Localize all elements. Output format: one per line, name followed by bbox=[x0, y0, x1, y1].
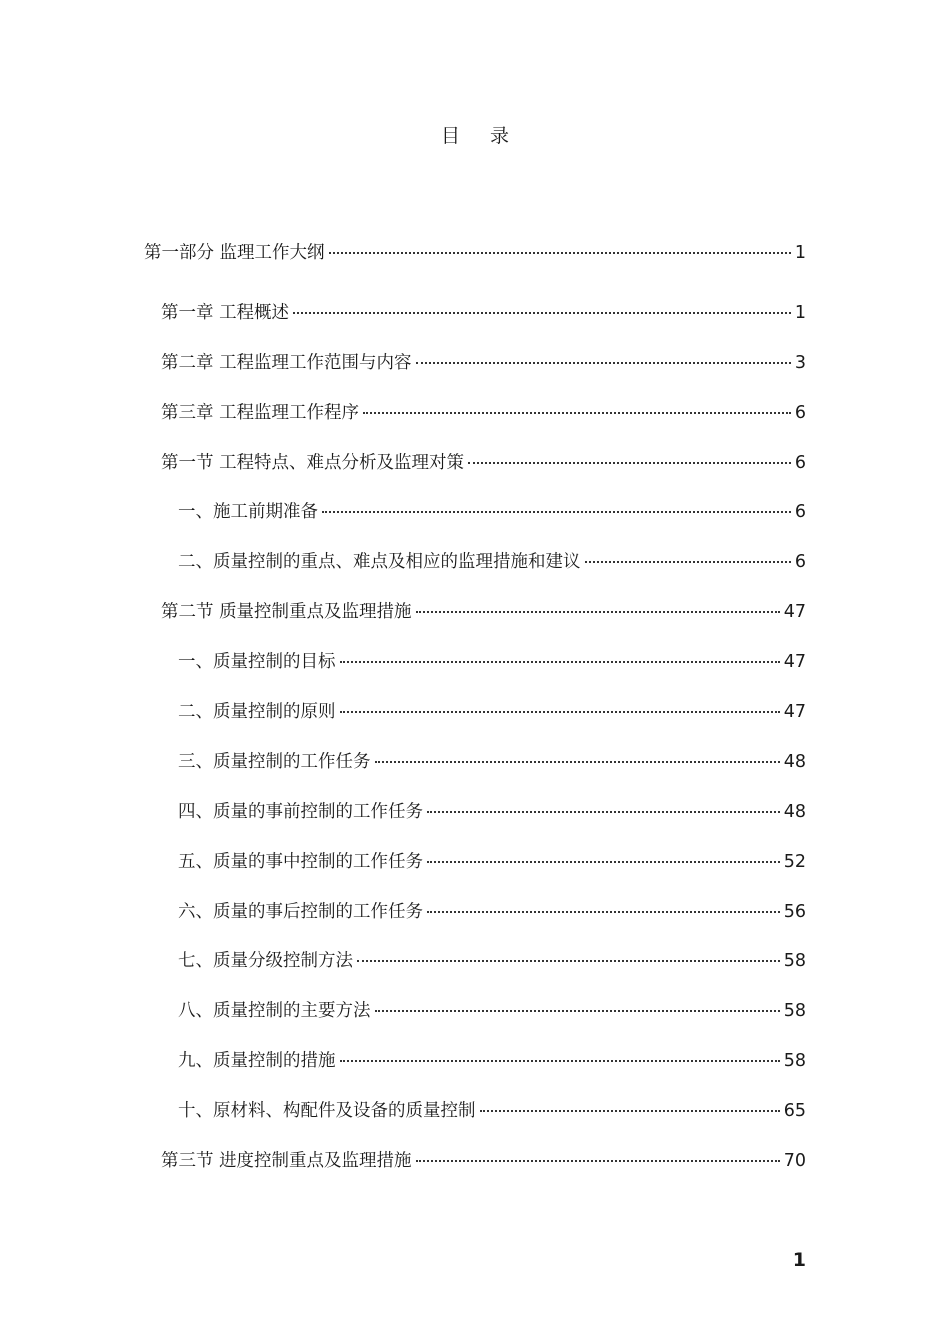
toc-list bbox=[144, 238, 806, 1196]
toc-dot-leader bbox=[293, 311, 791, 314]
toc-dot-leader bbox=[375, 760, 780, 763]
toc-dot-leader bbox=[416, 361, 791, 364]
toc-entry-text: 二、质量控制的重点、难点及相应的监理措施和建议 bbox=[178, 552, 581, 573]
toc-entry-text: 第一章 工程概述 bbox=[161, 302, 290, 323]
toc-entry[interactable] bbox=[144, 348, 806, 398]
toc-entry[interactable] bbox=[144, 497, 806, 547]
toc-dot-leader bbox=[427, 910, 780, 913]
toc-entry-page: 52 bbox=[783, 851, 806, 872]
toc-dot-leader bbox=[480, 1109, 780, 1112]
toc-entry-page: 6 bbox=[794, 402, 806, 423]
toc-entry-text: 一、质量控制的目标 bbox=[178, 652, 336, 673]
toc-dot-leader bbox=[322, 510, 791, 513]
toc-entry-page: 6 bbox=[794, 452, 806, 473]
toc-entry-text: 十、原材料、构配件及设备的质量控制 bbox=[178, 1101, 476, 1122]
toc-entry-text: 六、质量的事后控制的工作任务 bbox=[178, 901, 423, 922]
toc-entry[interactable] bbox=[144, 298, 806, 348]
toc-dot-leader bbox=[329, 251, 791, 254]
toc-entry-page: 47 bbox=[783, 602, 806, 623]
toc-entry-text: 八、质量控制的主要方法 bbox=[178, 1001, 371, 1022]
toc-entry-text: 四、质量的事前控制的工作任务 bbox=[178, 801, 423, 822]
toc-entry-page: 58 bbox=[783, 1001, 806, 1022]
page-number: 1 bbox=[792, 1249, 806, 1271]
toc-dot-leader bbox=[340, 1059, 780, 1062]
toc-entry-page: 1 bbox=[794, 302, 806, 323]
toc-entry[interactable] bbox=[144, 647, 806, 697]
toc-entry[interactable] bbox=[144, 398, 806, 448]
toc-entry-page: 1 bbox=[794, 243, 806, 263]
toc-entry[interactable] bbox=[144, 1096, 806, 1146]
toc-entry-page: 6 bbox=[794, 552, 806, 573]
toc-entry[interactable] bbox=[144, 1046, 806, 1096]
toc-entry-text: 五、质量的事中控制的工作任务 bbox=[178, 851, 423, 872]
toc-entry[interactable] bbox=[144, 448, 806, 498]
toc-dot-leader bbox=[357, 959, 780, 962]
toc-entry[interactable] bbox=[144, 747, 806, 797]
toc-entry-page: 58 bbox=[783, 951, 806, 972]
toc-entry[interactable] bbox=[144, 597, 806, 647]
toc-dot-leader bbox=[340, 660, 780, 663]
toc-entry-page: 58 bbox=[783, 1051, 806, 1072]
toc-entry[interactable] bbox=[144, 847, 806, 897]
toc-entry-page: 56 bbox=[783, 901, 806, 922]
toc-entry-page: 48 bbox=[783, 751, 806, 772]
toc-entry-page: 6 bbox=[794, 502, 806, 523]
toc-entry-page: 3 bbox=[794, 352, 806, 373]
toc-entry[interactable] bbox=[144, 1146, 806, 1196]
toc-dot-leader bbox=[427, 860, 780, 863]
toc-entry[interactable] bbox=[144, 897, 806, 947]
toc-title: 目 录 bbox=[440, 125, 522, 147]
toc-entry-page: 65 bbox=[783, 1101, 806, 1122]
toc-entry-text: 七、质量分级控制方法 bbox=[178, 951, 353, 972]
toc-entry-text: 一、施工前期准备 bbox=[178, 502, 318, 523]
toc-dot-leader bbox=[340, 710, 780, 713]
toc-entry-page: 47 bbox=[783, 702, 806, 723]
toc-entry-text: 第一部分 监理工作大纲 bbox=[144, 243, 325, 263]
toc-entry-text: 三、质量控制的工作任务 bbox=[178, 751, 371, 772]
toc-entry-page: 48 bbox=[783, 801, 806, 822]
toc-entry-page: 70 bbox=[783, 1151, 806, 1172]
toc-dot-leader bbox=[375, 1009, 780, 1012]
toc-entry[interactable] bbox=[144, 697, 806, 747]
toc-dot-leader bbox=[585, 560, 791, 563]
toc-dot-leader bbox=[427, 810, 780, 813]
toc-entry-text: 九、质量控制的措施 bbox=[178, 1051, 336, 1072]
toc-entry[interactable] bbox=[144, 996, 806, 1046]
toc-entry[interactable] bbox=[144, 797, 806, 847]
toc-entry[interactable] bbox=[144, 238, 806, 298]
toc-entry-text: 第三节 进度控制重点及监理措施 bbox=[161, 1151, 412, 1172]
toc-entry-text: 二、质量控制的原则 bbox=[178, 702, 336, 723]
toc-entry-text: 第二章 工程监理工作范围与内容 bbox=[161, 352, 412, 373]
toc-entry-text: 第一节 工程特点、难点分析及监理对策 bbox=[161, 452, 465, 473]
toc-entry-text: 第二节 质量控制重点及监理措施 bbox=[161, 602, 412, 623]
toc-entry-text: 第三章 工程监理工作程序 bbox=[161, 402, 360, 423]
toc-dot-leader bbox=[416, 610, 780, 613]
toc-entry[interactable] bbox=[144, 547, 806, 597]
toc-entry-page: 47 bbox=[783, 652, 806, 673]
toc-dot-leader bbox=[468, 461, 791, 464]
toc-dot-leader bbox=[416, 1159, 780, 1162]
toc-dot-leader bbox=[363, 411, 791, 414]
toc-entry[interactable] bbox=[144, 946, 806, 996]
